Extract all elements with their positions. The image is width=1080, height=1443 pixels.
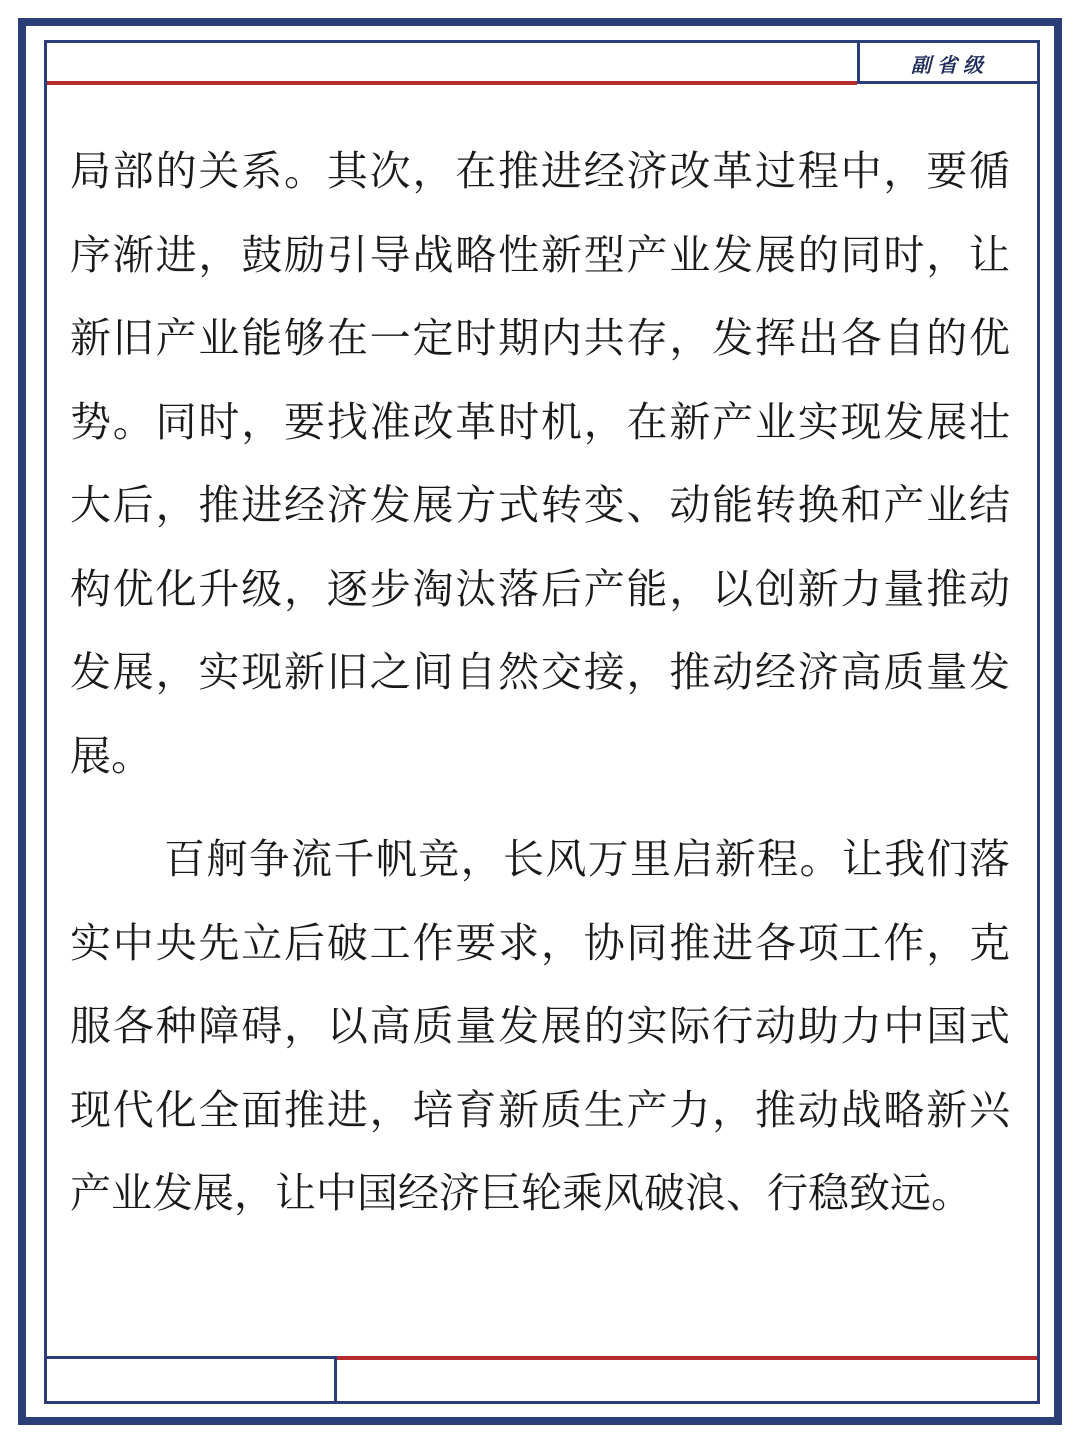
- header-tag-box: [857, 43, 1040, 83]
- header-red-rule: [47, 81, 857, 85]
- footer-red-rule: [337, 1356, 1037, 1360]
- article-paragraph: 百舸争流千帆竞，长风万里启新程。让我们落实中央先立后破工作要求，协同推进各项工作，克服各种障碍，以高质量发展的实际行动助力中国式现代化全面推进，培育新质生产力，推动战略新兴产业发展，让中国经济巨轮乘风破浪、行稳致远。: [70, 835, 1010, 1217]
- footer-divider: [334, 1356, 337, 1401]
- footer-blue-rule: [47, 1356, 337, 1359]
- header-tag-label: 副省级: [911, 52, 989, 77]
- article-paragraph: 局部的关系。其次，在推进经济改革过程中，要循序渐进，鼓励引导战略性新型产业发展的同时，让新旧产业能够在一定时期内共存，发挥出各自的优势。同时，要找准改革时机，在新产业实现发展壮大后，推进经济发展方式转变、动能转换和产业结构优化升级，逐步淘汰落后产能，以创新力量推动发展，实现新旧之间自然交接，推动经济高质量发展。: [70, 147, 1010, 780]
- article-body: [70, 130, 1010, 1236]
